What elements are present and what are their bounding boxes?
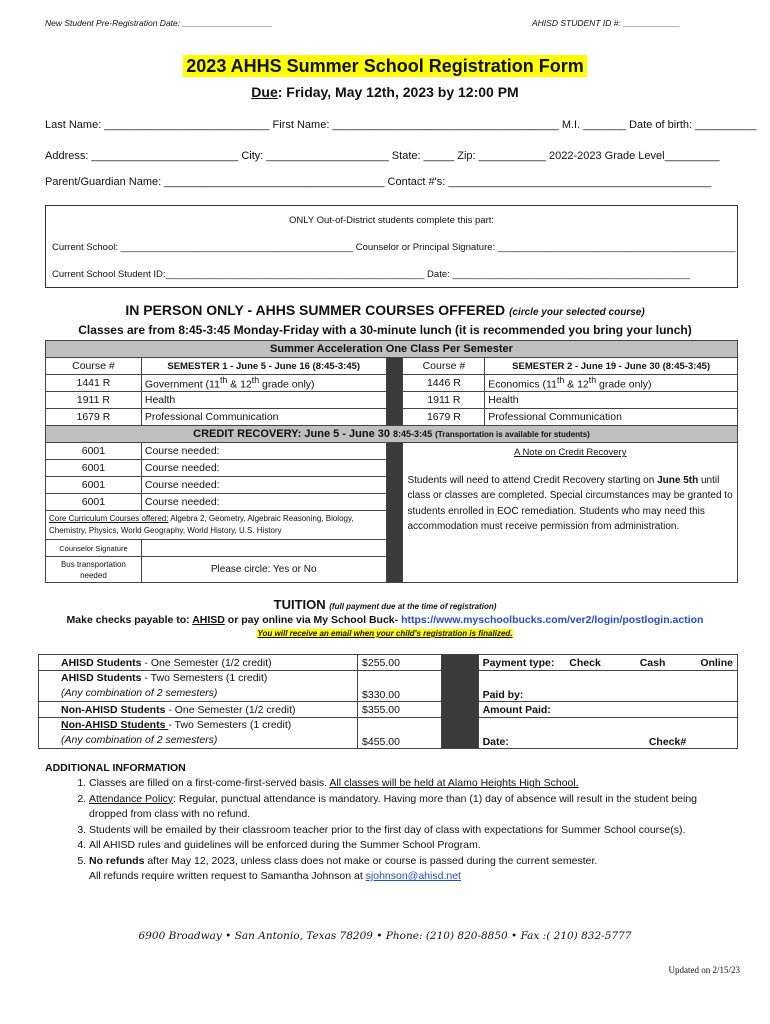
courses-title: IN PERSON ONLY - AHHS SUMMER COURSES OFFERED (circle your selected course) — [125, 302, 645, 318]
paid-by-field[interactable]: Paid by: — [478, 671, 737, 702]
prereg-date-label: New Student Pre-Registration Date: ___________________ — [45, 18, 273, 28]
tuition-row — [39, 655, 738, 671]
tuition-price: $255.00 — [358, 655, 442, 671]
cr-row — [46, 443, 738, 460]
note-title: A Note on Credit Recovery — [514, 447, 627, 458]
tuition-option[interactable]: Non-AHISD Students - Two Semesters (1 credit) (Any combination of 2 semesters) — [39, 718, 358, 749]
myschoolbucks-link[interactable]: https://www.myschoolbucks.com/ver2/login/postlogin.action — [401, 614, 704, 626]
current-school-id-field[interactable]: Current School Student ID:_________________________________________________ Date: _____________________________________________ — [52, 269, 691, 280]
course-col-header: Course # — [403, 358, 485, 375]
courses-subtitle: Classes are from 8:45-3:45 Monday-Friday with a 30-minute lunch (it is recommended you bring your lunch) — [78, 323, 692, 337]
tuition-option[interactable]: Non-AHISD Students - One Semester (1/2 credit) — [39, 702, 358, 718]
payment-type-field[interactable]: Payment type: Check Cash Online — [478, 655, 737, 671]
additional-heading: ADDITIONAL INFORMATION — [45, 762, 186, 774]
course-code[interactable]: 1441 R — [46, 375, 142, 392]
course-needed-field[interactable]: Course needed: — [141, 494, 386, 511]
info-item: 2. Attendance Policy: Regular, punctual attendance is mandatory. Having more than (1) day of absence will result in the student being dropped from class with no refund. — [89, 792, 735, 823]
tuition-price: $455.00 — [358, 718, 442, 749]
course-code[interactable]: 1679 R — [46, 409, 142, 426]
note-text: Students will need to attend Credit Recovery starting on June 5th until class or classes are completed. Special circumstances may be granted to students enrolled in EOC remediation. Students who may need this accommodation must receive permission from administration. — [407, 474, 733, 532]
ood-heading: ONLY Out-of-District students complete this part: — [288, 215, 495, 226]
cr-code: 6001 — [46, 460, 142, 477]
course-code[interactable]: 1679 R — [403, 409, 485, 426]
counselor-signature-field[interactable] — [141, 540, 386, 557]
tuition-title: TUITION (full payment due at the time of registration) — [273, 597, 497, 612]
semester2-header: SEMESTER 2 - June 19 - June 30 (8:45-3:45) — [485, 358, 738, 375]
semester1-header: SEMESTER 1 - June 5 - June 16 (8:45-3:45) — [141, 358, 386, 375]
tuition-option[interactable]: AHISD Students - One Semester (1/2 credit) — [39, 655, 358, 671]
address-fields[interactable]: Address: ________________________ City: ____________________ State: _____ Zip: ___________ 2022-2023 Grade Level_________ — [45, 150, 720, 162]
form-title: 2023 AHHS Summer School Registration Form — [0, 56, 770, 77]
course-needed-field[interactable]: Course needed: — [141, 477, 386, 494]
amount-paid-field[interactable]: Amount Paid: — [478, 702, 737, 718]
email-note: You will receive an email when your child's registration is finalized. — [257, 629, 513, 638]
info-item: 1. Classes are filled on a first-come-first-served basis. All classes will be held at Alamo Heights High School. — [89, 776, 735, 792]
credit-recovery-note — [403, 443, 738, 583]
course-name[interactable]: Professional Communication — [485, 409, 738, 426]
course-code[interactable]: 1911 R — [46, 392, 142, 409]
tuition-row — [39, 702, 738, 718]
due-date: Due: Friday, May 12th, 2023 by 12:00 PM — [251, 84, 519, 100]
info-item: 3. Students will be emailed by their classroom teacher prior to the first day of class with expectations for Summer School course(s). — [89, 823, 735, 839]
tuition-price: $355.00 — [358, 702, 442, 718]
course-name[interactable]: Health — [485, 392, 738, 409]
current-school-field[interactable]: Current School: ____________________________________________ Counselor or Principal Signature: _____________________________________________ — [52, 242, 736, 253]
out-of-district-box — [45, 205, 738, 288]
cr-code: 6001 — [46, 443, 142, 460]
date-check-field[interactable]: Date: Check# — [478, 718, 737, 749]
course-name[interactable]: Government (11th & 12th grade only) — [141, 375, 386, 392]
acceleration-header: Summer Acceleration One Class Per Semester — [46, 341, 738, 358]
counselor-signature-label: Counselor Signature — [46, 540, 142, 557]
updated-date: Updated on 2/15/23 — [668, 965, 740, 975]
info-item: 4. All AHISD rules and guidelines will be enforced during the Summer School Program. — [89, 838, 735, 854]
tuition-row — [39, 671, 738, 702]
email-link[interactable]: sjohnson@ahisd.net — [365, 870, 461, 882]
tuition-row — [39, 718, 738, 749]
course-code[interactable]: 1446 R — [403, 375, 485, 392]
course-needed-field[interactable]: Course needed: — [141, 460, 386, 477]
course-name[interactable]: Professional Communication — [141, 409, 386, 426]
course-name[interactable]: Health — [141, 392, 386, 409]
cr-code: 6001 — [46, 494, 142, 511]
tuition-price: $330.00 — [358, 671, 442, 702]
info-item: 5. No refunds after May 12, 2023, unless class does not make or course is passed during the current semester. All refunds require written request to Samantha Johnson at sjohnson@ahisd.net — [89, 854, 735, 885]
core-curriculum: Core Curriculum Courses offered: Algebra 2, Geometry, Algebraic Reasoning, Biology, Chemistry, Physics, World Geography, World History, U.S. History — [46, 511, 387, 540]
course-code[interactable]: 1911 R — [403, 392, 485, 409]
cr-code: 6001 — [46, 477, 142, 494]
bus-transport-choice[interactable]: Please circle: Yes or No — [141, 557, 386, 583]
course-needed-field[interactable]: Course needed: — [141, 443, 386, 460]
guardian-fields[interactable]: Parent/Guardian Name: ____________________________________ Contact #'s: ___________________________________________ — [45, 176, 712, 188]
footer-address: 6900 Broadway • San Antonio, Texas 78209 • Phone: (210) 820-8850 • Fax :( 210) 832-5777 — [138, 930, 632, 942]
student-id-label: AHISD STUDENT ID #: ____________ — [532, 18, 680, 28]
tuition-option[interactable]: AHISD Students - Two Semesters (1 credit) (Any combination of 2 semesters) — [39, 671, 358, 702]
credit-recovery-header: CREDIT RECOVERY: June 5 - June 30 8:45-3:45 (Transportation is available for students) — [46, 426, 738, 443]
course-name[interactable]: Economics (11th & 12th grade only) — [485, 375, 738, 392]
name-fields[interactable]: Last Name: ___________________________ First Name: _____________________________________ M.I. _______ Date of birth: __________ — [45, 119, 757, 131]
courses-table — [45, 340, 738, 583]
course-col-header: Course # — [46, 358, 142, 375]
bus-transport-label: Bus transportation needed — [46, 557, 142, 583]
additional-info — [45, 762, 735, 885]
tuition-table — [38, 654, 738, 749]
payment-instructions: Make checks payable to: AHISD or pay online via My School Buck- https://www.myschoolbucks.com/ver2/login/postlogin.action — [66, 614, 704, 626]
